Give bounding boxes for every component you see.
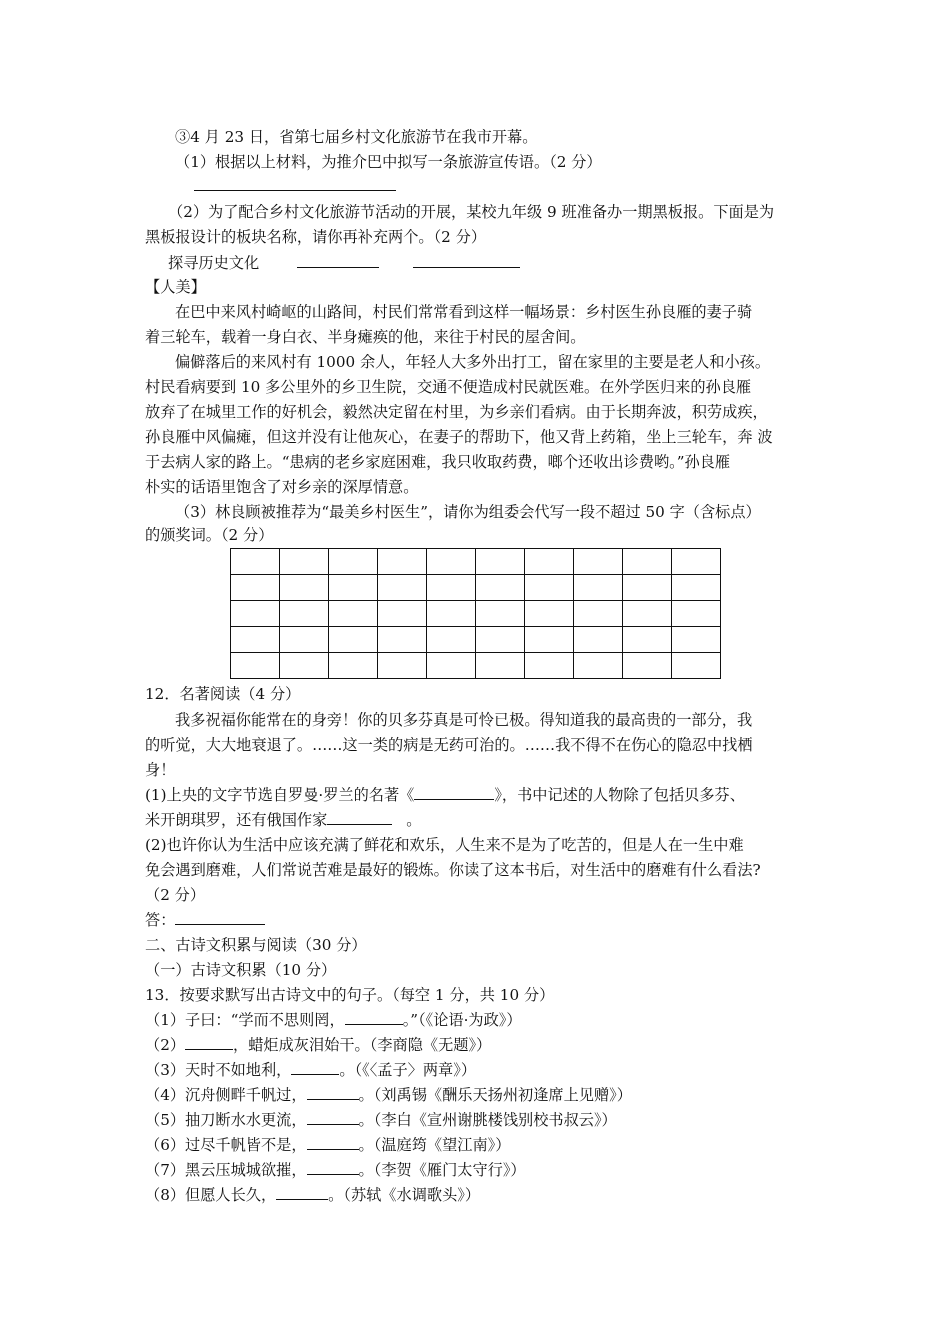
answer-grid-cell[interactable] <box>623 549 672 575</box>
passage-line: 朴实的话语里饱含了对乡亲的深厚情意。 <box>145 478 419 496</box>
answer-grid-cell[interactable] <box>329 575 378 601</box>
answer-grid-row <box>231 653 721 679</box>
recitation-text: （2） <box>145 1036 186 1054</box>
answer-grid-cell[interactable] <box>231 549 280 575</box>
recitation-blank[interactable] <box>185 1035 233 1050</box>
recitation-blank[interactable] <box>276 1185 328 1200</box>
recitation-item-1 <box>145 1009 522 1031</box>
passage-line: 村民看病要到 10 多公里外的乡卫生院，交通不便造成村民就医难。在外学医归来的孙良雁 <box>145 378 752 396</box>
book-title-blank[interactable] <box>414 785 494 800</box>
recitation-text: （1）子曰：“学而不思则罔， <box>145 1011 345 1029</box>
answer-grid-cell[interactable] <box>476 549 525 575</box>
recitation-source: 。（《〈孟子〉两章》） <box>339 1061 477 1079</box>
answer-grid-cell[interactable] <box>280 653 329 679</box>
passage-line: 于去病人家的路上。“患病的老乡家庭困难，我只收取药费，啷个还收出诊费哟。”孙良雁 <box>145 453 731 471</box>
recitation-item-2 <box>145 1034 491 1056</box>
excerpt-line: 身！ <box>145 761 176 779</box>
answer-grid-cell[interactable] <box>525 549 574 575</box>
recitation-source: 。（苏轼《水调歌头》） <box>328 1186 481 1204</box>
answer-line-section-2[interactable] <box>413 267 520 268</box>
answer-grid-cell[interactable] <box>623 601 672 627</box>
recitation-text: （8）但愿人长久， <box>145 1186 277 1204</box>
answer-grid-cell[interactable] <box>329 601 378 627</box>
question-12-1-cont <box>145 809 421 831</box>
answer-grid-cell[interactable] <box>525 601 574 627</box>
recitation-text: （7）黑云压城城欲摧， <box>145 1161 307 1179</box>
question-3-prompt-cont: 的颁奖词。（2 分） <box>145 526 274 544</box>
recitation-item-5 <box>145 1109 617 1131</box>
answer-label <box>145 909 265 931</box>
answer-grid-cell[interactable] <box>623 653 672 679</box>
answer-grid-cell[interactable] <box>231 627 280 653</box>
question-12-1-text-cont: 》，书中记述的人物除了包括贝多芬、 <box>494 786 745 804</box>
answer-grid-cell[interactable] <box>329 549 378 575</box>
recitation-text: （3）天时不如地利， <box>145 1061 292 1079</box>
recitation-source: 。（李贺《雁门太守行》） <box>358 1161 526 1179</box>
answer-grid-cell[interactable] <box>574 575 623 601</box>
answer-grid-cell[interactable] <box>231 653 280 679</box>
answer-grid[interactable] <box>230 548 721 679</box>
recitation-text: （6）过尽千帆皆不是， <box>145 1136 307 1154</box>
question-13-heading: 13．按要求默写出古诗文中的句子。（每空 1 分，共 10 分） <box>145 986 555 1004</box>
subsection-heading: （一）古诗文积累（10 分） <box>145 961 337 979</box>
recitation-source: 。（温庭筠《望江南》） <box>358 1136 511 1154</box>
recitation-item-4 <box>145 1084 632 1106</box>
question-12-1-text: 米开朗琪罗，还有俄国作家 <box>145 811 328 829</box>
question-12-heading: 12．名著阅读（4 分） <box>145 685 301 703</box>
answer-grid-cell[interactable] <box>280 549 329 575</box>
answer-prefix: 答： <box>145 911 176 929</box>
answer-grid-cell[interactable] <box>427 601 476 627</box>
material-item-3: ③4 月 23 日，省第七届乡村文化旅游节在我市开幕。 <box>175 128 538 146</box>
question-1-prompt: （1）根据以上材料，为推介巴中拟写一条旅游宣传语。（2 分） <box>175 153 602 171</box>
recitation-source: 。”（《论语·为政》） <box>402 1011 522 1029</box>
answer-grid-cell[interactable] <box>476 653 525 679</box>
answer-grid-cell[interactable] <box>574 627 623 653</box>
answer-grid-cell[interactable] <box>672 549 721 575</box>
answer-grid-cell[interactable] <box>427 653 476 679</box>
excerpt-line: 的听觉，大大地衰退了。……这一类的病是无药可治的。……我不得不在伤心的隐忍中找栖 <box>145 736 753 754</box>
answer-grid-cell[interactable] <box>476 601 525 627</box>
answer-grid-cell[interactable] <box>672 601 721 627</box>
question-2-prompt-cont: 黑板报设计的板块名称，请你再补充两个。（2 分） <box>145 228 487 246</box>
answer-grid-cell[interactable] <box>427 627 476 653</box>
board-section-name: 探寻历史文化 <box>168 254 260 272</box>
recitation-text: （5）抽刀断水水更流， <box>145 1111 307 1129</box>
passage-line: 着三轮车，载着一身白衣、半身瘫痪的他，来往于村民的屋舍间。 <box>145 328 586 346</box>
answer-grid-row <box>231 601 721 627</box>
period: 。 <box>406 811 422 829</box>
answer-grid-cell[interactable] <box>329 627 378 653</box>
answer-grid-cell[interactable] <box>280 601 329 627</box>
question-12-2: (2)也许你认为生活中应该充满了鲜花和欢乐，人生来不是为了吃苦的，但是人在一生中难 <box>145 836 744 854</box>
answer-grid-cell[interactable] <box>525 575 574 601</box>
answer-grid-cell[interactable] <box>378 627 427 653</box>
answer-grid-cell[interactable] <box>280 627 329 653</box>
answer-grid-cell[interactable] <box>574 601 623 627</box>
section-heading-renmei: 【人美】 <box>145 278 206 296</box>
answer-grid-row <box>231 549 721 575</box>
recitation-item-7 <box>145 1159 526 1181</box>
answer-grid-cell[interactable] <box>231 601 280 627</box>
answer-grid-cell[interactable] <box>427 549 476 575</box>
answer-grid-cell[interactable] <box>525 627 574 653</box>
question-3-prompt: （3）林良顾被推荐为“最美乡村医生”，请你为组委会代写一段不超过 50 字（含标点） <box>175 503 761 521</box>
answer-blank[interactable] <box>175 910 265 925</box>
answer-grid-cell[interactable] <box>574 653 623 679</box>
recitation-blank[interactable] <box>307 1135 359 1150</box>
answer-grid-row <box>231 575 721 601</box>
answer-grid-cell[interactable] <box>623 627 672 653</box>
answer-grid-cell[interactable] <box>378 549 427 575</box>
answer-grid-cell[interactable] <box>574 549 623 575</box>
answer-grid-row <box>231 627 721 653</box>
recitation-blank[interactable] <box>307 1110 359 1125</box>
recitation-item-3 <box>145 1059 476 1081</box>
recitation-blank[interactable] <box>307 1160 359 1175</box>
answer-grid-cell[interactable] <box>280 575 329 601</box>
answer-line-slogan[interactable] <box>194 190 396 191</box>
answer-grid-cell[interactable] <box>525 653 574 679</box>
excerpt-line: 我多祝福你能常在的身旁！你的贝多芬真是可怜已极。得知道我的最高贵的一部分，我 <box>175 711 753 729</box>
answer-grid-cell[interactable] <box>672 627 721 653</box>
answer-grid-cell[interactable] <box>672 653 721 679</box>
passage-line: 偏僻落后的来风村有 1000 余人，年轻人大多外出打工，留在家里的主要是老人和小孩。 <box>175 353 771 371</box>
answer-grid-cell[interactable] <box>329 653 378 679</box>
question-12-1 <box>145 784 745 806</box>
part-two-heading: 二、古诗文积累与阅读（30 分） <box>145 936 367 954</box>
passage-line: 放弃了在城里工作的好机会，毅然决定留在村里，为乡亲们看病。由于长期奔波，积劳成疾， <box>145 403 768 421</box>
recitation-item-8 <box>145 1184 480 1206</box>
answer-grid-cell[interactable] <box>378 653 427 679</box>
answer-grid-cell[interactable] <box>623 575 672 601</box>
recitation-source: 。（李白《宣州谢朓楼饯别校书叔云》） <box>358 1111 617 1129</box>
recitation-blank[interactable] <box>307 1085 359 1100</box>
recitation-source: ，蜡炬成灰泪始干。（李商隐《无题》） <box>233 1036 492 1054</box>
question-2-prompt: （2）为了配合乡村文化旅游节活动的开展，某校九年级 9 班准备办一期黑板报。下面是为 <box>168 203 775 221</box>
answer-grid-cell[interactable] <box>378 601 427 627</box>
recitation-text: （4）沉舟侧畔千帆过， <box>145 1086 307 1104</box>
author-blank[interactable] <box>327 810 392 825</box>
question-12-2-points: （2 分） <box>145 886 206 904</box>
recitation-blank[interactable] <box>345 1010 403 1025</box>
recitation-blank[interactable] <box>291 1060 339 1075</box>
recitation-item-6 <box>145 1134 510 1156</box>
answer-grid-cell[interactable] <box>476 627 525 653</box>
answer-line-section-1[interactable] <box>297 267 379 268</box>
question-12-1-text: (1)上央的文字节选自罗曼·罗兰的名著《 <box>145 786 415 804</box>
question-12-2-cont: 免会遇到磨难，人们常说苦难是最好的锻炼。你读了这本书后，对生活中的磨难有什么看法? <box>145 861 761 879</box>
passage-line: 在巴中来风村崎岖的山路间，村民们常常看到这样一幅场景：乡村医生孙良雁的妻子骑 <box>175 303 753 321</box>
answer-grid-cell[interactable] <box>231 575 280 601</box>
recitation-source: 。（刘禹锡《酬乐天扬州初逢席上见赠》） <box>358 1086 632 1104</box>
answer-grid-cell[interactable] <box>476 575 525 601</box>
answer-grid-cell[interactable] <box>672 575 721 601</box>
answer-grid-cell[interactable] <box>427 575 476 601</box>
answer-grid-cell[interactable] <box>378 575 427 601</box>
passage-line: 孙良雁中风偏瘫，但这并没有让他灰心，在妻子的帮助下，他又背上药箱，坐上三轮车，奔 波 <box>145 428 773 446</box>
